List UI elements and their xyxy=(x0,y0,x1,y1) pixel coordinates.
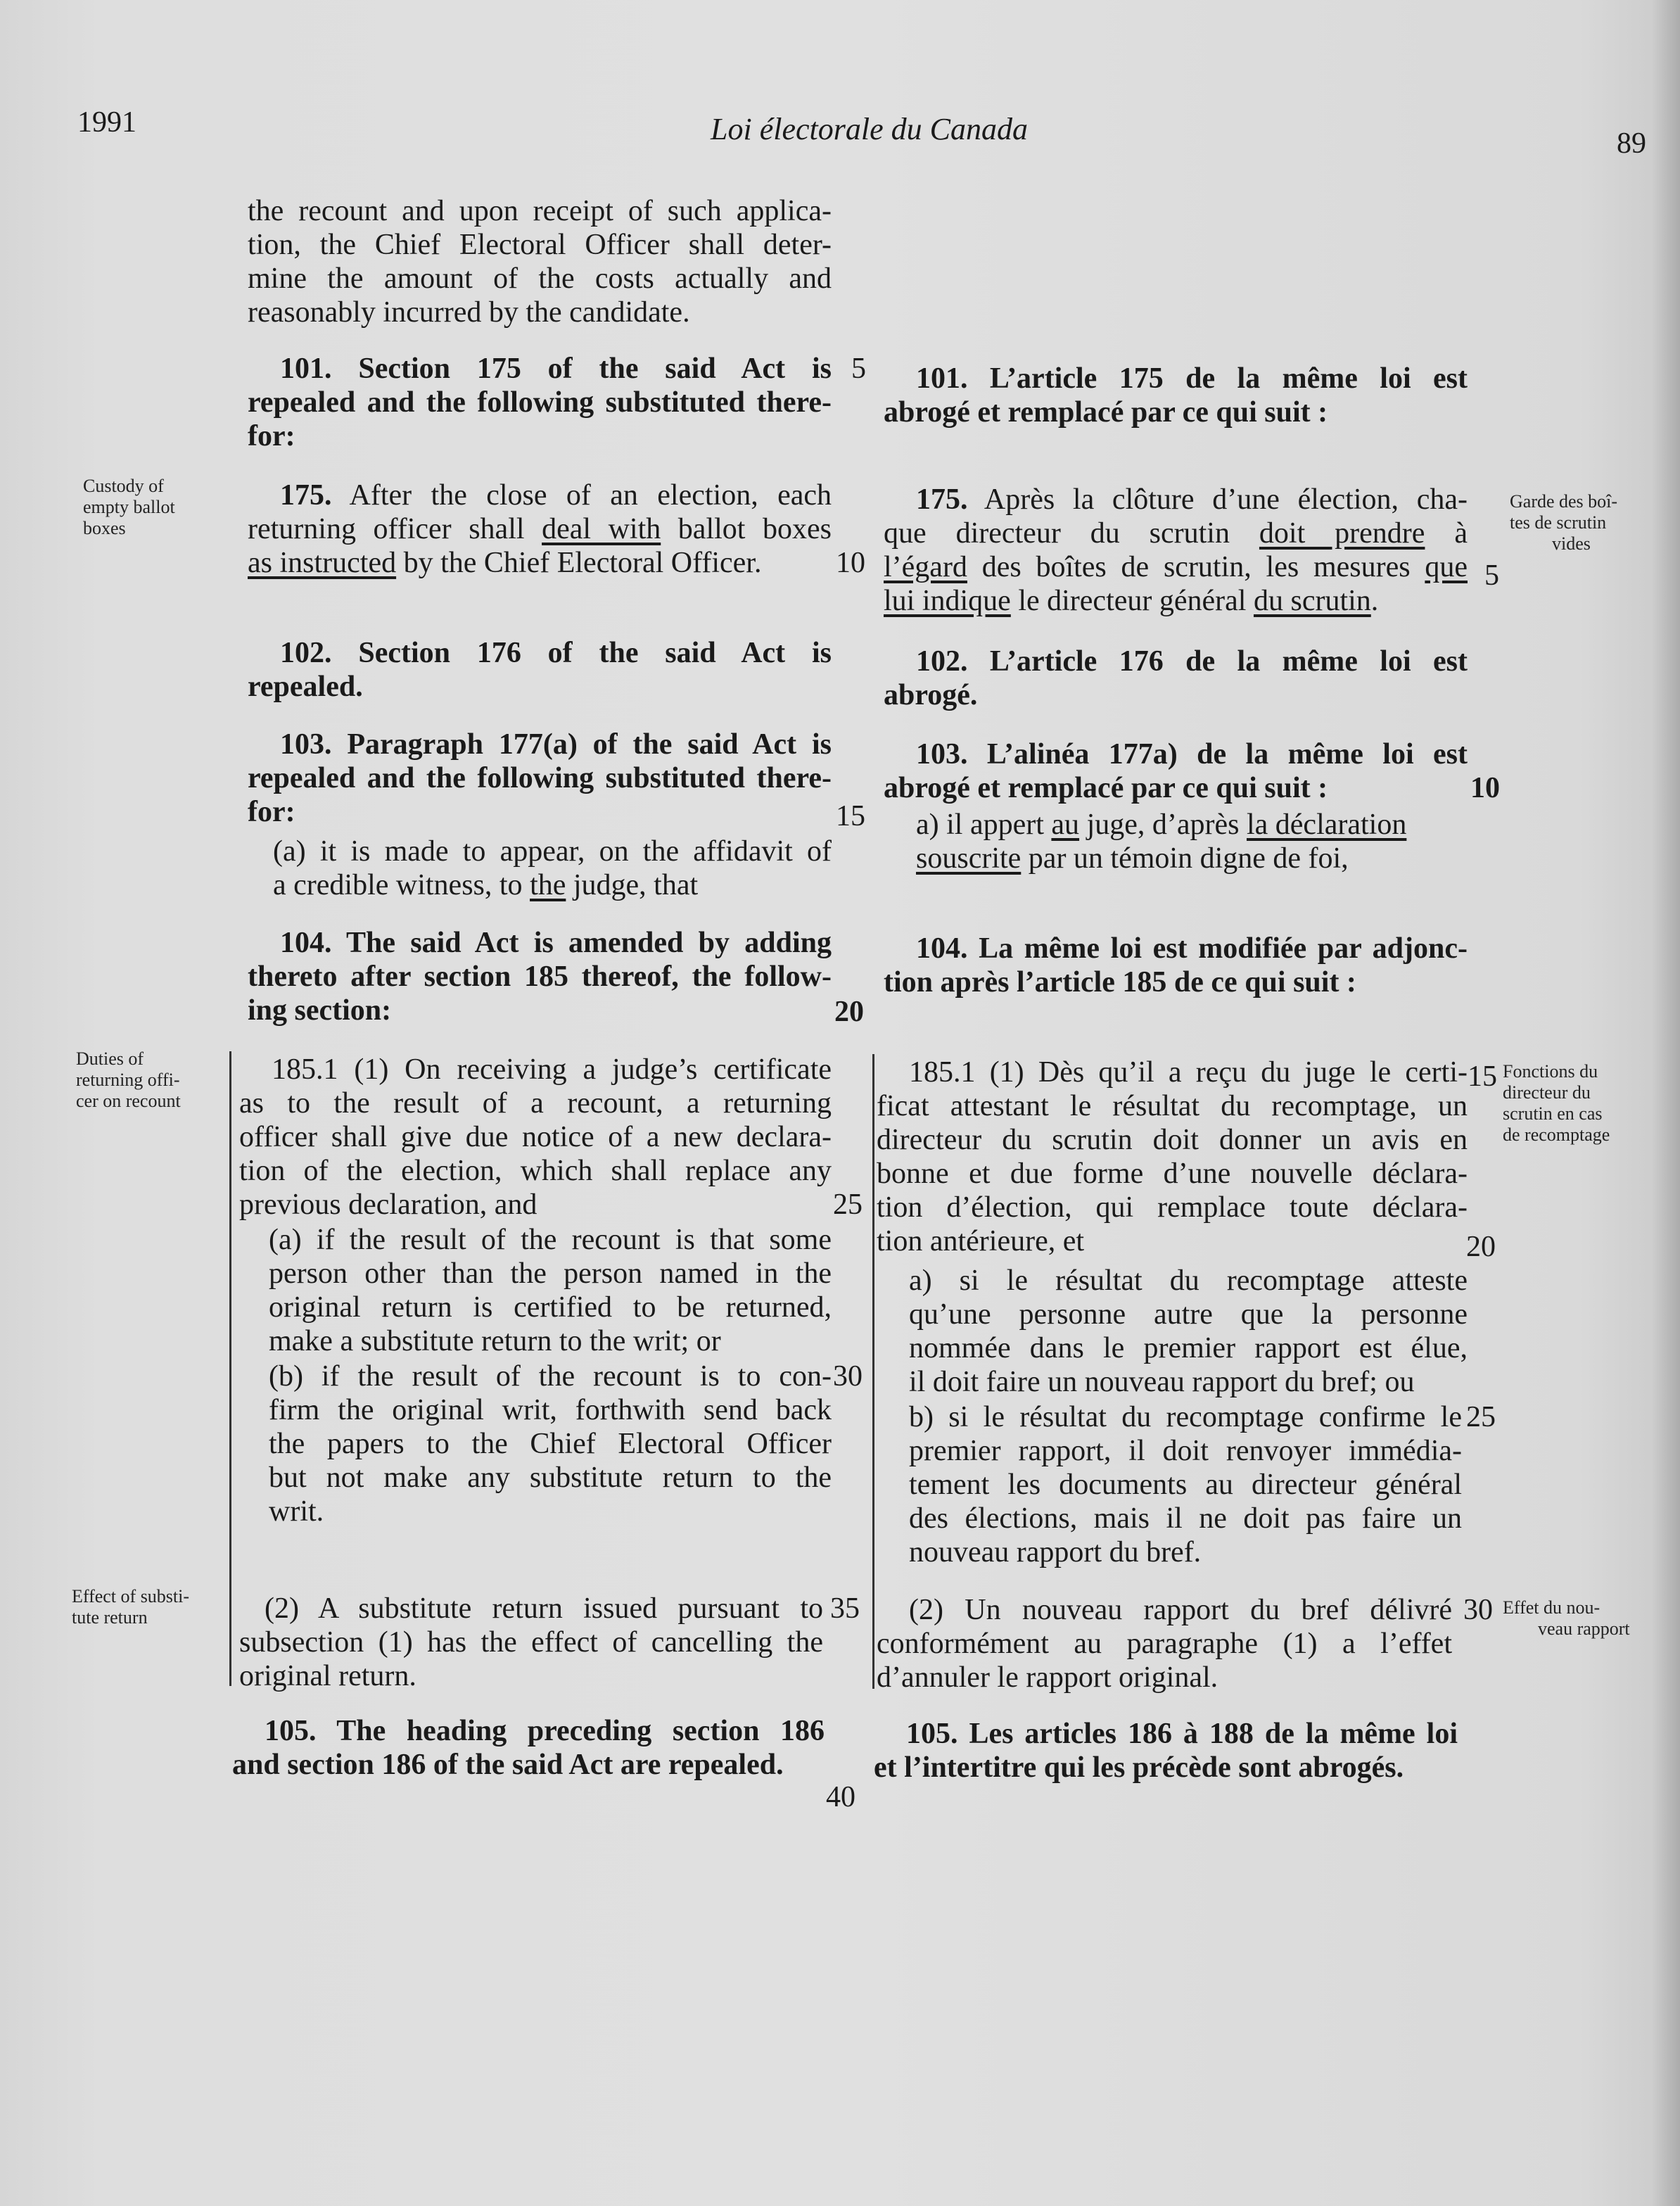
fr-margin-note-fonctions: Fonctions du directeur du scrutin en cas de recomptage xyxy=(1503,1061,1610,1145)
fr-line-number: 15 xyxy=(1468,1060,1497,1093)
en-section-102: 102. Section 176 of the said Act is repealed. xyxy=(248,637,832,703)
fr-line-number: 25 xyxy=(1466,1401,1496,1433)
fr-line-number: 30 xyxy=(1463,1594,1493,1626)
fr-section-185-1-a: a) si le résultat du recomptage atteste qu’une personne autre que la personne nommée dans le premier rapport est élue, il doit faire un nouveau rapport du bref; ou xyxy=(909,1264,1468,1398)
en-line-number: 5 xyxy=(851,353,866,385)
en-line-number: 20 xyxy=(834,996,864,1028)
page-number: 89 xyxy=(1617,127,1646,160)
fr-section-102: 102. L’article 176 de la même loi est abrogé. xyxy=(884,645,1468,711)
fr-line-number: 10 xyxy=(1470,772,1500,804)
en-line-number: 25 xyxy=(833,1188,863,1221)
fr-line-number: 5 xyxy=(1484,559,1499,592)
en-margin-note-custody: Custody of empty ballot boxes xyxy=(83,476,175,538)
fr-paragraph-177a: a) il appert au juge, d’après la déclaration souscrite par un témoin digne de foi, xyxy=(916,809,1407,875)
year: 1991 xyxy=(77,106,136,139)
fr-section-185-1-b: b) si le résultat du recomptage confirme le premier rapport, il doit renvoyer immédia- tement les documents au directeur général des élections, mais il ne doit pas faire un nouveau rapport du bref. xyxy=(909,1401,1462,1568)
en-section-104: 104. The said Act is amended by adding thereto after section 185 thereof, the follow- ing section: xyxy=(248,927,832,1027)
fr-margin-note-effet: Effet du nou- veau rapport xyxy=(1503,1597,1630,1639)
fr-amendment-rule xyxy=(872,1054,874,1689)
fr-section-105: 105. Les articles 186 à 188 de la même loi et l’intertitre qui les précède sont abrogés. xyxy=(874,1718,1458,1784)
en-paragraph-177a: (a) it is made to appear, on the affidavit of a credible witness, to the judge, that xyxy=(273,835,832,901)
fr-section-103: 103. L’alinéa 177a) de la même loi est abrogé et remplacé par ce qui suit : xyxy=(884,738,1468,804)
en-line-number: 35 xyxy=(830,1592,860,1625)
en-section-185-1: 185.1 (1) On receiving a judge’s certificate as to the result of a recount, a returning officer shall give due notice of a new declara- tion of the election, which shall replace any previous declaration, and xyxy=(239,1053,832,1221)
en-line-number: 30 xyxy=(833,1360,863,1393)
en-line-number: 40 xyxy=(826,1781,855,1813)
page-spine-shadow xyxy=(1652,0,1680,2206)
en-line-number: 15 xyxy=(836,800,865,832)
en-section-185-1-b: (b) if the result of the recount is to con- firm the original writ, forthwith send back the papers to the Chief Electoral Officer but not make any substitute return to the writ. xyxy=(269,1360,832,1528)
en-amendment-rule xyxy=(229,1051,231,1686)
en-section-101: 101. Section 175 of the said Act is repealed and the following substituted there- for: xyxy=(248,353,832,452)
fr-margin-note-garde: Garde des boî- tes de scrutin vides xyxy=(1510,491,1618,554)
en-section-105: 105. The heading preceding section 186 and section 186 of the said Act are repealed. xyxy=(232,1715,825,1781)
fr-section-101: 101. L’article 175 de la même loi est abrogé et remplacé par ce qui suit : xyxy=(884,362,1468,429)
fr-section-104: 104. La même loi est modifiée par adjonc- tion après l’article 185 de ce qui suit : xyxy=(884,932,1468,999)
en-section-185-2: (2) A substitute return issued pursuant to subsection (1) has the effect of cancelling the original return. xyxy=(239,1592,823,1692)
fr-section-185-1: 185.1 (1) Dès qu’il a reçu du juge le certi- ficat attestant le résultat du recomptage, un directeur du scrutin doit donner un avis en bonne et due forme d’une nouvelle déclara- tion d’élection, qui remplace toute déclara- tion antérieure, et xyxy=(877,1056,1468,1257)
en-margin-note-duties: Duties of returning offi- cer on recount xyxy=(76,1048,181,1111)
fr-section-175: 175. Après la clôture d’une élection, cha- que directeur du scrutin doit prendre à l’égard des boîtes de scrutin, les mesures que lui indique le directeur général du scrutin. xyxy=(884,483,1468,617)
fr-line-number: 20 xyxy=(1466,1231,1496,1263)
fr-section-185-2: (2) Un nouveau rapport du bref délivré conformément au paragraphe (1) a l’effet d’annuler le rapport original. xyxy=(877,1594,1452,1694)
en-section-175: 175. After the close of an election, each returning officer shall deal with ballot boxes as instructed by the Chief Electoral Officer. xyxy=(248,479,832,579)
running-title: Loi électorale du Canada xyxy=(711,112,1028,146)
en-section-185-1-a: (a) if the result of the recount is that some person other than the person named in the original return is certified to be returned, make a substitute return to the writ; or xyxy=(269,1224,832,1357)
en-margin-note-effect: Effect of substi- tute return xyxy=(72,1586,190,1628)
en-line-number: 10 xyxy=(836,547,865,579)
en-section-103: 103. Paragraph 177(a) of the said Act is repealed and the following substituted there- for: xyxy=(248,728,832,828)
en-intro-paragraph: the recount and upon receipt of such applica- tion, the Chief Electoral Officer shall deter- mine the amount of the costs actually and reasonably incurred by the candidate. xyxy=(248,195,832,329)
